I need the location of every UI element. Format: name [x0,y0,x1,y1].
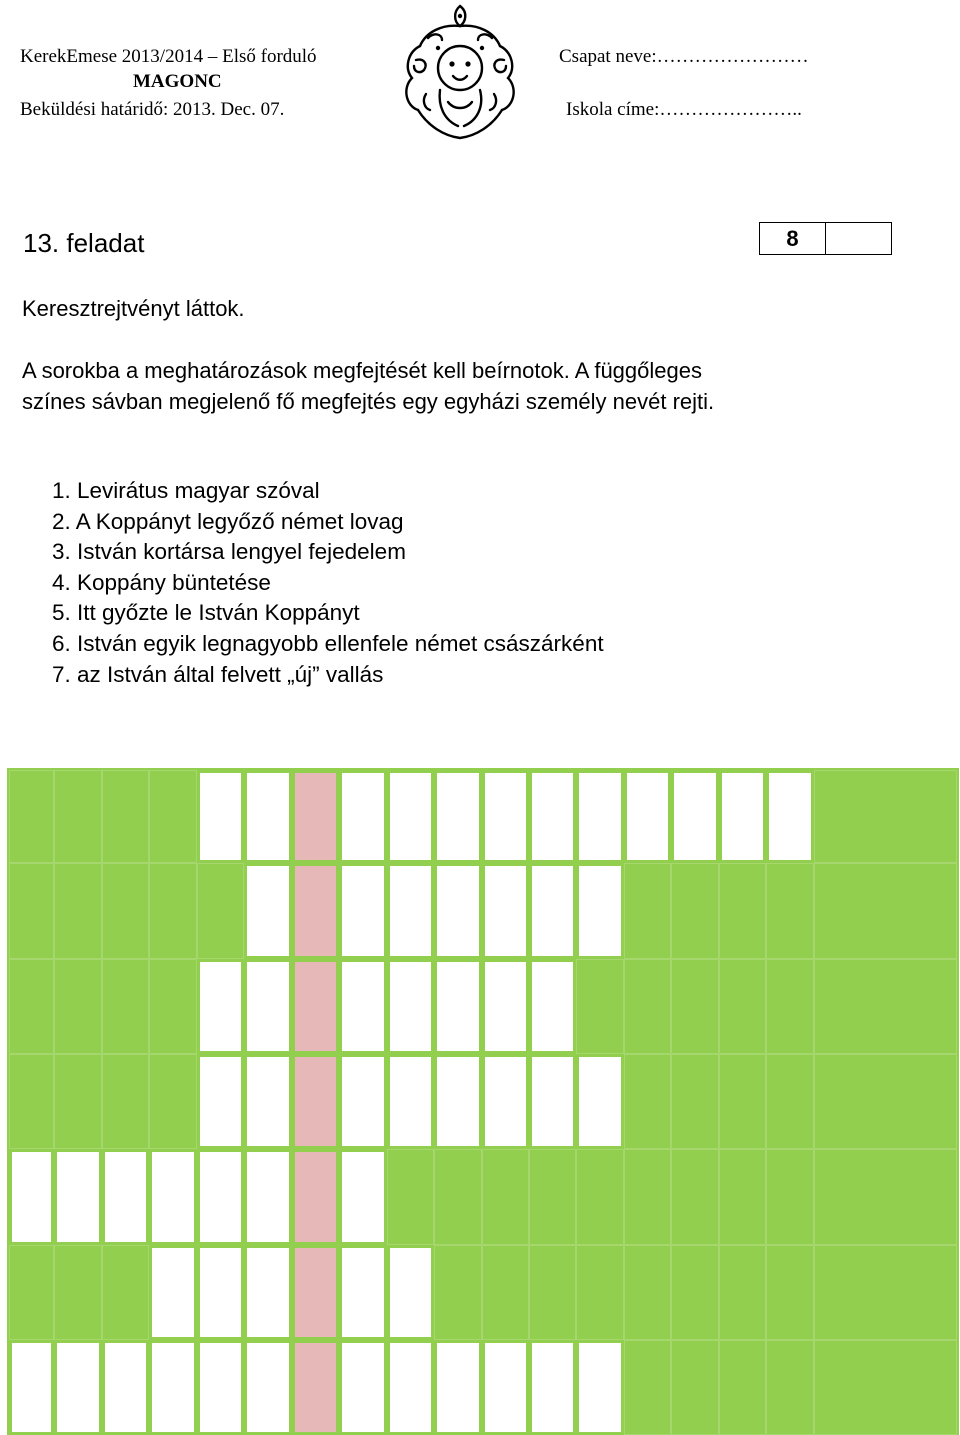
answer-cell[interactable] [200,962,241,1051]
blocked-cell [814,1054,957,1149]
blocked-cell [149,959,197,1054]
blocked-cell [9,863,54,959]
answer-cell[interactable] [485,866,526,956]
solution-cell[interactable] [295,962,336,1051]
answer-cell[interactable] [57,1152,99,1242]
solution-cell[interactable] [295,1343,336,1432]
blocked-cell [671,1245,719,1340]
answer-cell[interactable] [769,773,811,860]
blocked-cell [719,959,766,1054]
answer-cell[interactable] [485,773,526,860]
blocked-cell [54,1054,102,1149]
answer-cell[interactable] [105,1343,146,1432]
school-address-field[interactable]: Iskola címe:………………….. [566,99,802,120]
clue-item: 2. A Koppányt legyőző német lovag [52,508,404,534]
answer-cell[interactable] [105,1152,146,1242]
blocked-cell [576,1245,624,1340]
task-title: 13. feladat [23,228,145,258]
blocked-cell [9,1245,54,1340]
blocked-cell [54,863,102,959]
answer-cell[interactable] [437,962,479,1051]
answer-cell[interactable] [12,1152,51,1242]
answer-cell[interactable] [532,773,573,860]
answer-cell[interactable] [152,1248,194,1337]
blocked-cell [719,1245,766,1340]
answer-cell[interactable] [437,1057,479,1146]
answer-cell[interactable] [342,1343,384,1432]
blocked-cell [814,1340,957,1435]
blocked-cell [9,959,54,1054]
answer-cell[interactable] [532,962,573,1051]
answer-cell[interactable] [152,1343,194,1432]
answer-cell[interactable] [342,1057,384,1146]
blocked-cell [9,770,54,863]
blocked-cell [719,1149,766,1245]
solution-cell[interactable] [295,1152,336,1242]
answer-cell[interactable] [342,1152,384,1242]
answer-cell[interactable] [437,866,479,956]
answer-cell[interactable] [674,773,716,860]
blocked-cell [54,959,102,1054]
blocked-cell [482,1245,529,1340]
intro-line-2: A sorokba a meghatározások megfejtését kell beírnotok. A függőleges [22,358,702,383]
blocked-cell [624,1054,671,1149]
blocked-cell [766,959,814,1054]
blocked-cell [102,863,149,959]
blocked-cell [624,1340,671,1435]
answer-cell[interactable] [342,773,384,860]
answer-cell[interactable] [342,866,384,956]
answer-cell[interactable] [200,1343,241,1432]
answer-cell[interactable] [247,1057,289,1146]
answer-cell[interactable] [579,866,621,956]
answer-cell[interactable] [200,1057,241,1146]
blocked-cell [434,1149,482,1245]
contest-subject: MAGONC [133,71,222,92]
clue-item: 6. István egyik legnagyobb ellenfele német császárként [52,630,604,656]
score-earned-field[interactable] [825,223,891,254]
blocked-cell [149,770,197,863]
blocked-cell [102,770,149,863]
blocked-cell [671,1054,719,1149]
score-points: 8 [786,225,799,251]
blocked-cell [671,863,719,959]
answer-cell[interactable] [200,773,241,860]
answer-cell[interactable] [532,1057,573,1146]
answer-cell[interactable] [627,773,668,860]
answer-cell[interactable] [247,1343,289,1432]
blocked-cell [197,863,244,959]
answer-cell[interactable] [247,773,289,860]
answer-cell[interactable] [342,1248,384,1337]
blocked-cell [624,1149,671,1245]
answer-cell[interactable] [532,866,573,956]
intro-line-3: színes sávban megjelenő fő megfejtés egy egyházi személy nevét rejti. [22,389,715,414]
clue-item: 3. István kortársa lengyel fejedelem [52,539,406,565]
answer-cell[interactable] [342,962,384,1051]
answer-cell[interactable] [437,1343,479,1432]
answer-cell[interactable] [485,1343,526,1432]
answer-cell[interactable] [247,1248,289,1337]
answer-cell[interactable] [152,1152,194,1242]
blocked-cell [434,1245,482,1340]
solution-cell[interactable] [295,1248,336,1337]
blocked-cell [814,770,957,863]
blocked-cell [624,863,671,959]
blocked-cell [9,1054,54,1149]
blocked-cell [624,1245,671,1340]
blocked-cell [529,1245,576,1340]
blocked-cell [814,1245,957,1340]
answer-cell[interactable] [247,866,289,956]
blocked-cell [766,863,814,959]
blocked-cell [814,863,957,959]
answer-cell[interactable] [390,1343,431,1432]
answer-cell[interactable] [579,773,621,860]
answer-cell[interactable] [200,1248,241,1337]
answer-cell[interactable] [390,1057,431,1146]
answer-cell[interactable] [200,1152,241,1242]
clue-item: 4. Koppány büntetése [52,569,271,595]
blocked-cell [766,1054,814,1149]
answer-cell[interactable] [579,1057,621,1146]
blocked-cell [54,770,102,863]
answer-cell[interactable] [390,773,431,860]
blocked-cell [102,959,149,1054]
blocked-cell [671,1149,719,1245]
team-name-field[interactable]: Csapat neve:…………………… [559,46,809,67]
blocked-cell [102,1245,149,1340]
blocked-cell [529,1149,576,1245]
solution-cell[interactable] [295,1057,336,1146]
answer-cell[interactable] [247,1152,289,1242]
blocked-cell [671,1340,719,1435]
clue-item: 1. Levirátus magyar szóval [52,478,320,503]
crossword-grid [7,768,959,1435]
answer-cell[interactable] [485,1057,526,1146]
blocked-cell [149,1054,197,1149]
answer-cell[interactable] [722,773,763,860]
answer-cell[interactable] [437,773,479,860]
intro-line-1: Keresztrejtvényt láttok. [22,296,245,321]
blocked-cell [482,1149,529,1245]
blocked-cell [102,1054,149,1149]
blocked-cell [149,863,197,959]
clue-list [52,476,604,690]
answer-cell[interactable] [390,1248,431,1337]
blocked-cell [766,1245,814,1340]
solution-cell[interactable] [295,773,336,860]
answer-cell[interactable] [57,1343,99,1432]
blocked-cell [54,1245,102,1340]
blocked-cell [576,1149,624,1245]
clue-item: 5. Itt győzte le István Koppányt [52,600,360,626]
blocked-cell [719,1054,766,1149]
blocked-cell [624,959,671,1054]
blocked-cell [766,1149,814,1245]
contest-title: KerekEmese 2013/2014 – Első forduló [20,46,317,67]
blocked-cell [387,1149,434,1245]
score-box [759,222,892,255]
answer-cell[interactable] [579,1343,621,1432]
answer-cell[interactable] [485,962,526,1051]
deadline: Beküldési határidő: 2013. Dec. 07. [20,99,285,120]
solution-cell[interactable] [295,866,336,956]
blocked-cell [719,1340,766,1435]
clue-item: 7. az István által felvett „új” vallás [52,661,384,687]
answer-cell[interactable] [247,962,289,1051]
blocked-cell [719,863,766,959]
blocked-cell [576,959,624,1054]
answer-cell[interactable] [390,962,431,1051]
answer-cell[interactable] [390,866,431,956]
kerekemese-logo-icon [398,2,523,142]
blocked-cell [814,1149,957,1245]
blocked-cell [814,959,957,1054]
blocked-cell [671,959,719,1054]
answer-cell[interactable] [12,1343,51,1432]
answer-cell[interactable] [532,1343,573,1432]
blocked-cell [766,1340,814,1435]
